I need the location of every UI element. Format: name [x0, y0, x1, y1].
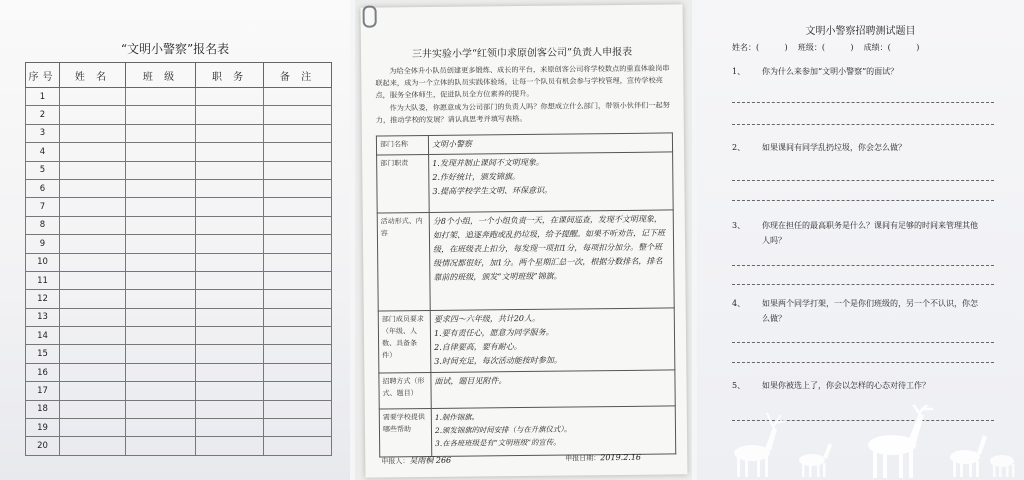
row-school-help: [379, 406, 675, 457]
row-member-requirements: [378, 308, 675, 373]
name-cell[interactable]: [60, 143, 126, 161]
row-number: 4: [26, 143, 60, 161]
class-cell[interactable]: [126, 327, 196, 345]
answer-line: [732, 124, 994, 125]
question-number: 3、: [732, 221, 746, 230]
class-cell[interactable]: [126, 143, 196, 161]
position-cell[interactable]: [196, 419, 264, 437]
remarks-cell[interactable]: [264, 308, 332, 326]
registration-row: [26, 198, 332, 216]
position-cell[interactable]: [196, 271, 264, 289]
class-cell[interactable]: [126, 382, 196, 400]
row-number: 6: [26, 179, 60, 197]
label-recruitment-method: 招聘方式（形式、题目）: [379, 372, 431, 409]
value-school-help: [431, 406, 675, 457]
remarks-cell[interactable]: [264, 327, 332, 345]
row-number: 5: [26, 161, 60, 179]
answer-line: [732, 362, 994, 363]
name-cell[interactable]: [60, 253, 126, 271]
position-cell[interactable]: [196, 216, 264, 234]
application-form-panel: [355, 0, 692, 480]
deer-icon: [799, 443, 832, 477]
name-cell[interactable]: [60, 235, 126, 253]
position-cell[interactable]: [196, 345, 264, 363]
registration-row: [26, 88, 332, 106]
label-department-name: 部门名称: [376, 135, 428, 155]
label-activities: 活动形式、内容: [377, 212, 430, 311]
row-number: 9: [26, 235, 60, 253]
class-cell[interactable]: [126, 419, 196, 437]
registration-row: [26, 216, 332, 234]
remarks-cell[interactable]: [264, 198, 332, 216]
position-cell[interactable]: [196, 327, 264, 345]
position-cell[interactable]: [196, 124, 264, 142]
class-cell[interactable]: [126, 345, 196, 363]
position-cell[interactable]: [196, 437, 264, 455]
remarks-cell[interactable]: [264, 382, 332, 400]
registration-row: [26, 382, 332, 400]
registration-table: [25, 62, 332, 456]
question-text: 如果两个同学打架，一个是你们班级的，另一个不认识，你怎么做？: [762, 299, 978, 323]
label-member-requirements: 部门成员要求（年级、人数、具备条件）: [378, 310, 431, 373]
class-cell[interactable]: [126, 124, 196, 142]
row-activities: [377, 210, 674, 311]
applicant-value: 吴雨桐 266: [409, 455, 452, 466]
row-number: 15: [26, 345, 60, 363]
date-value: 2019.2.16: [600, 452, 642, 463]
registration-row: [26, 124, 332, 142]
col-header-number: 序号: [26, 63, 60, 88]
registration-row: [26, 419, 332, 437]
row-recruitment-method: [379, 370, 675, 409]
col-header-position: 职 务: [196, 63, 264, 88]
question-number: 2、: [732, 143, 746, 152]
remarks-cell[interactable]: [264, 253, 332, 271]
name-cell[interactable]: [60, 106, 126, 124]
row-number: 10: [26, 253, 60, 271]
remarks-cell[interactable]: [264, 345, 332, 363]
question-number: 5、: [732, 381, 746, 390]
remarks-cell[interactable]: [264, 290, 332, 308]
deer-silhouette-decoration: [697, 405, 1024, 480]
class-cell[interactable]: [126, 400, 196, 418]
col-header-remarks: 备 注: [264, 63, 332, 88]
name-cell[interactable]: [60, 327, 126, 345]
registration-row: [26, 106, 332, 124]
registration-row: [26, 363, 332, 381]
value-line: 2.自律要高，要有耐心。: [434, 342, 522, 352]
application-sheet: [361, 4, 688, 477]
question-text: 如果课间有同学乱扔垃圾，你会怎么做？: [762, 143, 906, 152]
name-cell[interactable]: [60, 124, 126, 142]
row-number: 11: [26, 271, 60, 289]
name-cell[interactable]: [60, 419, 126, 437]
question-text: 你现在担任的最高职务是什么？课间有足够的时间来管理其他人吗？: [762, 221, 978, 245]
name-cell[interactable]: [60, 345, 126, 363]
value-activities: [429, 210, 674, 311]
question-number: 4、: [732, 299, 746, 308]
value-line: 1.发现并制止课间不文明现象。: [432, 157, 544, 168]
position-cell[interactable]: [196, 400, 264, 418]
remarks-cell[interactable]: [264, 271, 332, 289]
row-number: 1: [26, 88, 60, 106]
position-cell[interactable]: [196, 198, 264, 216]
question-1: [732, 64, 982, 79]
name-cell[interactable]: [60, 382, 126, 400]
remarks-cell[interactable]: [264, 400, 332, 418]
row-number: 18: [26, 400, 60, 418]
question-number: 1、: [732, 67, 746, 76]
position-cell[interactable]: [196, 88, 264, 106]
position-cell[interactable]: [196, 363, 264, 381]
remarks-cell[interactable]: [264, 106, 332, 124]
registration-table-header: [26, 63, 332, 88]
value-line: 2.作好统计，颁发锦旗。: [432, 172, 521, 182]
row-number: 2: [26, 106, 60, 124]
row-number: 20: [26, 437, 60, 455]
intro-paragraph-2: 作为大队委，你愿意成为公司部门的负责人吗？你想成立什么部门，带领小伙伴们一起努力，推动学校的发展？请认真思考并填写表格。: [375, 100, 670, 125]
name-cell[interactable]: [60, 363, 126, 381]
question-3: [732, 218, 982, 248]
value-line: 2.颁发锦旗的时间安排（与在升旗仪式）。: [434, 424, 572, 435]
position-cell[interactable]: [196, 143, 264, 161]
registration-row: [26, 327, 332, 345]
position-cell[interactable]: [196, 382, 264, 400]
value-recruitment-method: [431, 370, 675, 409]
position-cell[interactable]: [196, 290, 264, 308]
answer-line: [732, 284, 994, 285]
row-number: 19: [26, 419, 60, 437]
application-form-title: 三井实验小学“红领巾求原创客公司”负责人申报表: [411, 46, 633, 61]
registration-row: [26, 308, 332, 326]
answer-line: [732, 342, 994, 343]
class-cell[interactable]: [126, 216, 196, 234]
value-line: 3.提高学校学生文明、环保意识。: [432, 185, 553, 196]
remarks-cell[interactable]: [264, 235, 332, 253]
value-line: 文明小警察: [431, 139, 473, 149]
row-number: 7: [26, 198, 60, 216]
remarks-cell[interactable]: [264, 216, 332, 234]
paper-clip-icon: [363, 6, 377, 28]
name-cell[interactable]: [60, 216, 126, 234]
col-header-name: 姓 名: [60, 63, 126, 88]
label-school-help: 需要学校提供哪些帮助: [379, 408, 431, 457]
remarks-cell[interactable]: [264, 363, 332, 381]
position-cell[interactable]: [196, 179, 264, 197]
registration-row: [26, 143, 332, 161]
row-number: 3: [26, 124, 60, 142]
question-text: 你为什么来参加“文明小警察”的面试？: [762, 67, 899, 76]
col-header-class: 班 级: [126, 63, 196, 88]
remarks-cell[interactable]: [264, 419, 332, 437]
value-duties: [429, 152, 674, 213]
test-questions-panel: [697, 0, 1024, 480]
class-cell[interactable]: [126, 235, 196, 253]
registration-row: [26, 290, 332, 308]
position-cell[interactable]: [196, 308, 264, 326]
position-cell[interactable]: [196, 161, 264, 179]
deer-icon: [868, 405, 933, 478]
remarks-cell[interactable]: [264, 437, 332, 455]
name-cell[interactable]: [60, 161, 126, 179]
registration-row: [26, 235, 332, 253]
value-line: 3.在各班班级是有“文明班级”的宣传。: [435, 437, 561, 448]
value-department-name: [428, 133, 672, 155]
value-line: 1.制作锦旗。: [434, 412, 479, 422]
name-cell[interactable]: [60, 400, 126, 418]
registration-row: [26, 400, 332, 418]
registration-row: [26, 437, 332, 455]
answer-line: [732, 265, 994, 266]
class-cell[interactable]: [126, 437, 196, 455]
class-cell[interactable]: [126, 253, 196, 271]
label-duties: 部门职责: [377, 154, 430, 213]
name-cell[interactable]: [60, 271, 126, 289]
remarks-cell[interactable]: [264, 143, 332, 161]
row-number: 17: [26, 382, 60, 400]
class-cell[interactable]: [126, 161, 196, 179]
row-number: 8: [26, 216, 60, 234]
value-member-requirements: [430, 308, 675, 373]
registration-row: [26, 345, 332, 363]
row-number: 14: [26, 327, 60, 345]
value-line: 要求四～六年级，共计20人。: [433, 313, 541, 324]
intro-paragraph-1: 为给全体升小队员创建更多锻炼、成长的平台，来原创客公司将学校数点的重直体验岗串联起来，成为一个立体的队员实践体验场，让每一个队员有机会参与学校管理，宣传学校亮点，服务全体师生，促进队员全方位素养的提升。: [375, 63, 670, 100]
remarks-cell[interactable]: [264, 88, 332, 106]
registration-form-panel: [0, 0, 350, 480]
class-cell[interactable]: [126, 271, 196, 289]
remarks-cell[interactable]: [264, 161, 332, 179]
answer-line: [732, 200, 994, 201]
applicant-field: [381, 455, 451, 467]
remarks-cell[interactable]: [264, 179, 332, 197]
class-cell[interactable]: [126, 179, 196, 197]
row-duties: [377, 152, 674, 213]
row-number: 16: [26, 363, 60, 381]
name-cell[interactable]: [60, 88, 126, 106]
test-questions-title: 文明小警察招聘测试题目: [805, 26, 916, 37]
registration-row: [26, 161, 332, 179]
date-label: 申报日期：: [565, 454, 601, 463]
question-text: 如果你被选上了，你会以怎样的心态对待工作？: [762, 381, 930, 390]
answer-line: [732, 180, 994, 181]
name-cell[interactable]: [60, 179, 126, 197]
class-cell[interactable]: [126, 198, 196, 216]
question-4: [732, 296, 982, 326]
registration-row: [26, 253, 332, 271]
position-cell[interactable]: [196, 106, 264, 124]
question-5: [732, 378, 982, 393]
deer-icon: [990, 455, 1015, 477]
deer-icon: [734, 413, 785, 477]
position-cell[interactable]: [196, 235, 264, 253]
student-info-line: 姓名：( ) 班级：( ) 成绩：( ): [732, 43, 920, 52]
deer-icon: [950, 435, 987, 477]
registration-row: [26, 179, 332, 197]
name-cell[interactable]: [60, 437, 126, 455]
name-cell[interactable]: [60, 308, 126, 326]
date-field: [565, 453, 641, 464]
registration-form-title: “文明小警察”报名表: [120, 42, 230, 56]
value-line: 1.要有责任心，愿意为同学服务。: [433, 327, 554, 338]
registration-row: [26, 271, 332, 289]
application-table: [376, 132, 676, 457]
class-cell[interactable]: [126, 290, 196, 308]
class-cell[interactable]: [126, 308, 196, 326]
question-2: [732, 140, 982, 155]
name-cell[interactable]: [60, 290, 126, 308]
name-cell[interactable]: [60, 198, 126, 216]
row-number: 13: [26, 308, 60, 326]
value-line: 3.时间充足，每次活动能按时参加。: [434, 355, 562, 366]
position-cell[interactable]: [196, 253, 264, 271]
class-cell[interactable]: [126, 363, 196, 381]
class-cell[interactable]: [126, 106, 196, 124]
value-line: 分8个小组，一个小组负责一天，在课间巡查，发现不文明现象，如打架、追逐奔跑或乱扔垃圾，给予提醒。如果不听劝告，记下班级，在班级表上扣分，每发现一项扣1分，每项扣分加分。整个班级情况都很好，加1分。两个星期汇总一次，根据分数排名，排名靠前的班级，颁发“文明班级”锦旗。: [432, 214, 665, 282]
remarks-cell[interactable]: [264, 124, 332, 142]
applicant-label: 申报人：: [381, 457, 410, 466]
value-line: 面试，题目见附件。: [434, 376, 507, 386]
class-cell[interactable]: [126, 88, 196, 106]
row-number: 12: [26, 290, 60, 308]
answer-line: [732, 102, 994, 103]
